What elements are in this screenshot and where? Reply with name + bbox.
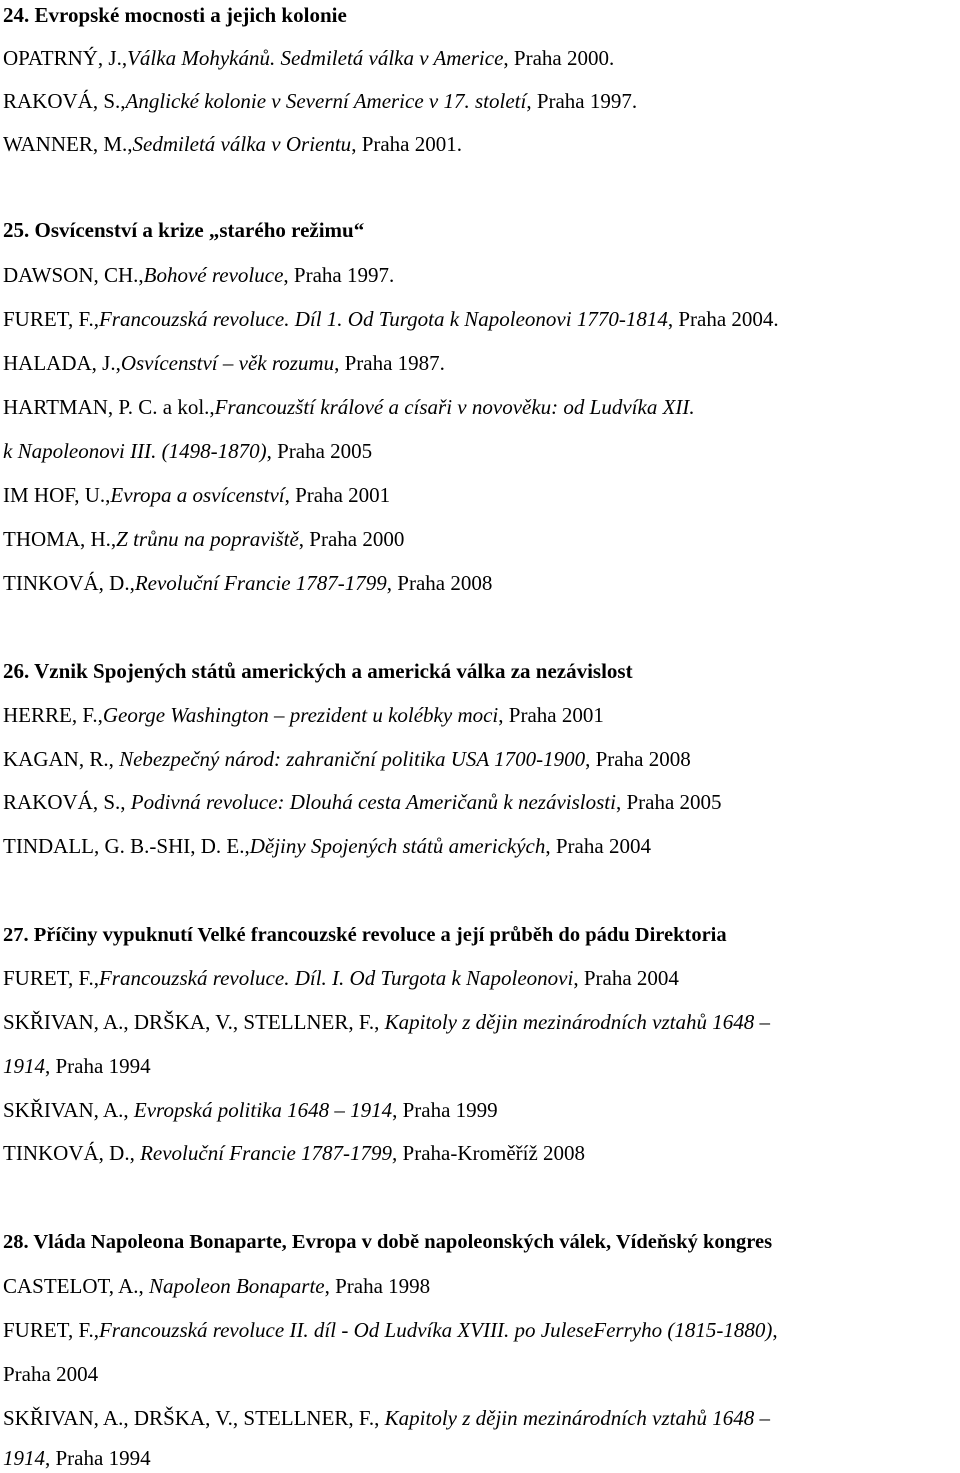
entry-publication: , Praha 2008: [585, 747, 691, 771]
entry-author: TINKOVÁ, D.,: [3, 571, 135, 595]
entry-author: FURET, F.,: [3, 966, 99, 990]
entry-publication: Praha-Kroměříž 2008: [397, 1141, 586, 1165]
bibliography-entry-continuation: [3, 1445, 151, 1471]
entry-title: 1914: [3, 1446, 45, 1470]
entry-author: HERRE, F.,: [3, 703, 103, 727]
section-heading: 25. Osvícenství a krize „starého režimu“: [3, 218, 365, 242]
bibliography-entry: [3, 746, 691, 772]
section-heading: 26. Vznik Spojených států amerických a americká válka za nezávislost: [3, 659, 633, 683]
entry-title: k Napoleonovi III. (1498-1870): [3, 439, 267, 463]
entry-author: THOMA, H.,: [3, 527, 117, 551]
section-heading: 24. Evropské mocnosti a jejich kolonie: [3, 3, 347, 27]
entry-publication: , Praha 2004.: [667, 307, 779, 331]
entry-author: HARTMAN, P. C. a kol.,: [3, 395, 215, 419]
entry-publication: , Praha 2001.: [351, 132, 463, 156]
entry-author: FURET, F.,: [3, 1318, 99, 1342]
bibliography-entry: [3, 1405, 770, 1431]
entry-author: HALADA, J.,: [3, 351, 121, 375]
bibliography-entry: [3, 306, 779, 332]
entry-title: Francouzští králové a císaři v novověku: od Ludvíka XII.: [214, 395, 695, 419]
bibliography-entry: [3, 1140, 585, 1166]
entry-author: SKŘIVAN, A.,: [3, 1098, 134, 1122]
entry-author: DAWSON, CH.,: [3, 263, 144, 287]
entry-title: George Washington – prezident u kolébky moci: [102, 703, 499, 727]
entry-author: CASTELOT, A.,: [3, 1274, 150, 1298]
entry-publication: , Praha 1997.: [283, 263, 395, 287]
entry-author: TINDALL, G. B.-SHI, D. E.,: [3, 834, 250, 858]
bibliography-entry: [3, 88, 637, 114]
entry-author: OPATRNÝ, J.,: [3, 46, 128, 70]
entry-author: TINKOVÁ, D.,: [3, 1141, 141, 1165]
entry-publication: , Praha 1994: [45, 1446, 151, 1470]
bibliography-entry: [3, 1273, 430, 1299]
entry-title: Evropská politika 1648 – 1914: [133, 1098, 393, 1122]
entry-publication: , Praha 1997.: [526, 89, 638, 113]
entry-title: Evropa a osvícenství: [110, 483, 285, 507]
entry-author: KAGAN, R.,: [3, 747, 120, 771]
bibliography-entry: [3, 1097, 498, 1123]
entry-title: Z trůnu na popraviště: [116, 527, 299, 551]
entry-title: Osvícenství – věk rozumu: [120, 351, 335, 375]
entry-title: Bohové revoluce: [143, 263, 284, 287]
entry-title: Francouzská revoluce II. díl - Od Ludvíka XVIII. po JuleseFerryho (1815-1880): [98, 1318, 773, 1342]
entry-title: Dějiny Spojených států amerických: [249, 834, 546, 858]
bibliography-entry: [3, 570, 492, 596]
bibliography-entry: [3, 526, 404, 552]
bibliography-entry: [3, 131, 462, 157]
entry-author: IM HOF, U.,: [3, 483, 111, 507]
bibliography-entry: [3, 833, 651, 859]
bibliography-entry: [3, 350, 445, 376]
entry-title: Francouzská revoluce. Díl. I. Od Turgota k Napoleonovi: [98, 966, 574, 990]
entry-publication: , Praha 1987.: [334, 351, 445, 375]
entry-author: RAKOVÁ, S.,: [3, 790, 131, 814]
bibliography-entry: [3, 394, 695, 420]
bibliography-entry-continuation: [3, 438, 372, 464]
entry-publication: ,: [772, 1318, 778, 1342]
bibliography-entry: [3, 1317, 778, 1343]
entry-publication: , Praha 2008: [386, 571, 493, 595]
entry-publication: , Praha 2001: [498, 703, 604, 727]
bibliography-entry: [3, 262, 394, 288]
entry-title: Nebezpečný národ: zahraniční politika USA 1700-1900: [119, 747, 586, 771]
entry-author: SKŘIVAN, A., DRŠKA, V., STELLNER, F.,: [3, 1406, 385, 1430]
entry-publication: , Praha 2000: [298, 527, 405, 551]
entry-publication: , Praha 1999: [392, 1098, 498, 1122]
entry-publication: , Praha 2004: [545, 834, 651, 858]
entry-title: Revoluční Francie 1787-1799: [134, 571, 387, 595]
entry-title: 1914: [3, 1054, 45, 1078]
entry-author: RAKOVÁ, S.,: [3, 89, 126, 113]
entry-title: Podivná revoluce: Dlouhá cesta Američanů k nezávislosti: [130, 790, 616, 814]
entry-title: Kapitoly z dějin mezinárodních vztahů 1648 –: [384, 1406, 771, 1430]
bibliography-entry-continuation: [3, 1053, 151, 1079]
entry-title: Napoleon Bonaparte: [149, 1274, 325, 1298]
bibliography-entry: [3, 965, 679, 991]
entry-author: FURET, F.,: [3, 307, 99, 331]
entry-author: WANNER, M.,: [3, 132, 133, 156]
bibliography-entry: [3, 702, 604, 728]
entry-title: Revoluční Francie 1787-1799,: [140, 1141, 398, 1165]
bibliography-entry: [3, 789, 722, 815]
entry-publication: , Praha 1998: [324, 1274, 431, 1298]
entry-title: Sedmiletá válka v Orientu: [132, 132, 352, 156]
entry-title: Válka Mohykánů. Sedmiletá válka v Americe: [127, 46, 504, 70]
entry-publication: , Praha 2005: [615, 790, 722, 814]
bibliography-entry: [3, 45, 614, 71]
entry-title: Kapitoly z dějin mezinárodních vztahů 1648 –: [384, 1010, 771, 1034]
entry-title: Francouzská revoluce. Díl 1. Od Turgota k Napoleonovi 1770-1814: [98, 307, 668, 331]
bibliography-entry: [3, 482, 390, 508]
entry-author: SKŘIVAN, A., DRŠKA, V., STELLNER, F.,: [3, 1010, 385, 1034]
entry-publication: , Praha 2004: [573, 966, 679, 990]
entry-publication: , Praha 2000.: [503, 46, 615, 70]
section-heading: 28. Vláda Napoleona Bonaparte, Evropa v době napoleonských válek, Vídeňský kongres: [3, 1231, 773, 1253]
section-heading: 27. Příčiny vypuknutí Velké francouzské revoluce a její průběh do pádu Direktoria: [3, 924, 727, 946]
entry-publication: , Praha 2001: [284, 483, 391, 507]
entry-publication: Praha 2004: [3, 1362, 99, 1386]
bibliography-entry-continuation: [3, 1361, 98, 1387]
entry-publication: , Praha 2005: [266, 439, 373, 463]
entry-publication: , Praha 1994: [45, 1054, 151, 1078]
bibliography-entry: [3, 1009, 770, 1035]
entry-title: Anglické kolonie v Severní Americe v 17. století: [125, 89, 527, 113]
